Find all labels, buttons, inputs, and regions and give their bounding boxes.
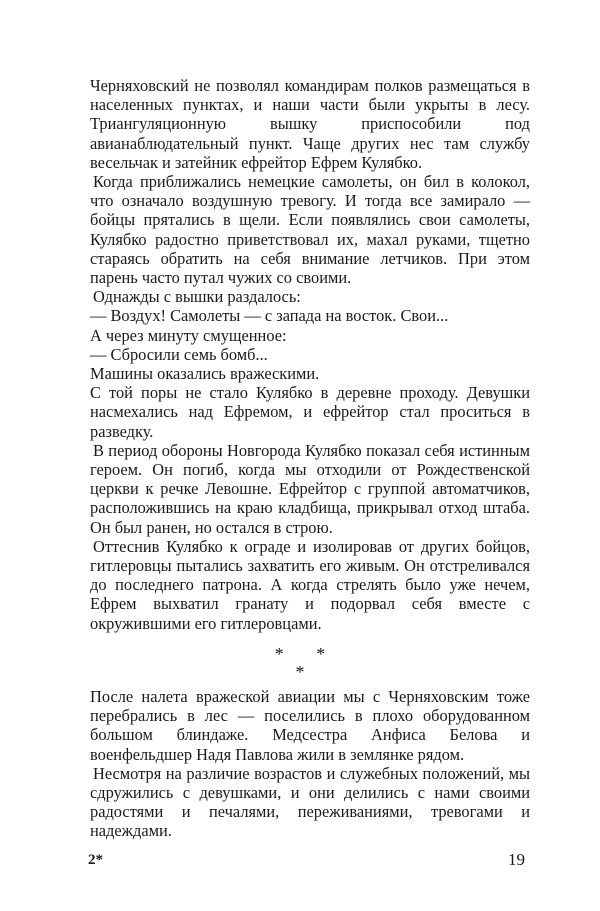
paragraph: Машины оказались вражескими.	[90, 364, 320, 384]
text-section-2	[90, 687, 530, 841]
paragraph: После налета вражеской авиации мы с Черняховским тоже перебрались в лес — поселились в плохо оборудованном большом блиндаже. Медсестра Анфиса Белова и военфельдшер Надя Павлова жили в землянке рядом.	[90, 687, 530, 764]
asterism-top: * *	[274, 644, 340, 664]
text-section-1	[90, 76, 530, 633]
page-number: 19	[508, 850, 525, 869]
dialogue-line: — Воздух! Самолеты — с запада на восток. Свои...	[90, 306, 449, 326]
paragraph: В период обороны Новгорода Кулябко показал себя истинным героем. Он погиб, когда мы отходили от Рождественской церкви к речке Левошне. Ефрейтор с группой автоматчиков, расположившись на краю кладбища, прикрывал отход штаба. Он был ранен, но остался в строю.	[90, 440, 530, 537]
paragraph: Черняховский не позволял командирам полков размещаться в населенных пунктах, и наши части были укрыты в лесу. Триангуляционную вышку приспособили под авианаблюдательный пункт. Чаще других нес там службу весельчак и затейник ефрейтор Ефрем Кулябко.	[90, 76, 530, 172]
paragraph: А через минуту смущенное:	[90, 325, 287, 345]
paragraph: Когда приближались немецкие самолеты, он бил в колокол, что означало воздушную тревогу. И тогда все замирало — бойцы прятались в щели. Если появлялись свои самолеты, Кулябко радостно приветствовал их, махал руками, тщетно стараясь обратить на себя внимание летчиков. При этом парень часто путал чужих со своими.	[90, 172, 530, 288]
paragraph: Несмотря на различие возрастов и служебных положений, мы сдружились с девушками, и они делились с нами своими радостями и печалями, переживаниями, тревогами и надеждами.	[90, 763, 530, 841]
paragraph: Оттеснив Кулябко к ограде и изолировав от других бойцов, гитлеровцы пытались захватить его живым. Он отстреливался до последнего патрона. А когда стрелять было уже нечем, Ефрем выхватил гранату и подорвал себя вместе с окружившими его гитлеровцами.	[90, 536, 530, 633]
paragraph: С той поры не стало Кулябко в деревне проходу. Девушки насмехались над Ефремом, и ефрейтор стал проситься в разведку.	[90, 383, 530, 441]
signature-mark: 2*	[88, 852, 103, 868]
dialogue-line: — Сбросили семь бомб...	[90, 344, 268, 364]
paragraph: Однажды с вышки раздалось:	[93, 287, 301, 307]
asterism-bottom: *	[295, 662, 305, 682]
